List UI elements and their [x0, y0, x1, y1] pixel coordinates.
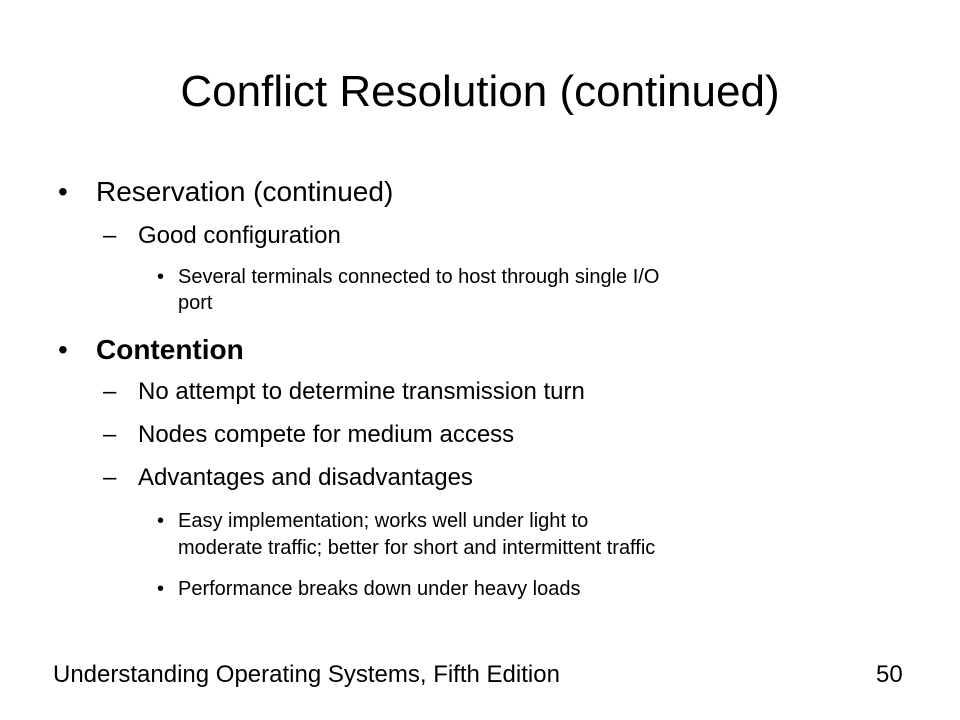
detail-text-line1: Several terminals connected to host through single I/O: [178, 266, 660, 288]
sub-item-no-attempt: [0, 378, 960, 406]
sub-item-text: Nodes compete for medium access: [138, 421, 515, 448]
dash-icon: –: [103, 222, 117, 249]
sub-item-text: Advantages and disadvantages: [138, 464, 473, 491]
bullet-text: Contention: [96, 334, 244, 365]
detail-item-several-terminals: [0, 264, 960, 290]
detail-item-easy-implementation: [0, 508, 960, 534]
sub-item-good-configuration: [0, 222, 960, 250]
slide-title: Conflict Resolution (continued): [180, 67, 780, 116]
detail-text-line2: port: [178, 292, 213, 314]
sub-item-text: Good configuration: [138, 222, 341, 249]
sub-item-advantages: [0, 464, 960, 492]
sub-item-nodes-compete: [0, 421, 960, 449]
small-bullet-icon: •: [157, 266, 165, 288]
small-bullet-icon: •: [157, 510, 165, 532]
detail-text-line1: Easy implementation; works well under light to: [178, 510, 589, 532]
detail-item-performance: [0, 576, 960, 602]
footer-page-number: 50: [876, 661, 903, 688]
detail-item-several-terminals-cont: [0, 290, 960, 316]
dash-icon: –: [103, 464, 117, 491]
bullet-icon: •: [58, 334, 68, 365]
footer-book-title: Understanding Operating Systems, Fifth Edition: [53, 661, 560, 688]
detail-item-easy-implementation-cont: [0, 535, 960, 561]
small-bullet-icon: •: [157, 578, 165, 600]
bullet-item-reservation: [0, 176, 960, 208]
detail-text: Performance breaks down under heavy loads: [178, 578, 581, 600]
sub-item-text: No attempt to determine transmission turn: [138, 378, 585, 405]
dash-icon: –: [103, 421, 117, 448]
bullet-icon: •: [58, 176, 68, 207]
detail-text-line2: moderate traffic; better for short and intermittent traffic: [178, 537, 656, 559]
dash-icon: –: [103, 378, 117, 405]
bullet-text: Reservation (continued): [96, 176, 394, 207]
bullet-item-contention: [0, 334, 960, 366]
